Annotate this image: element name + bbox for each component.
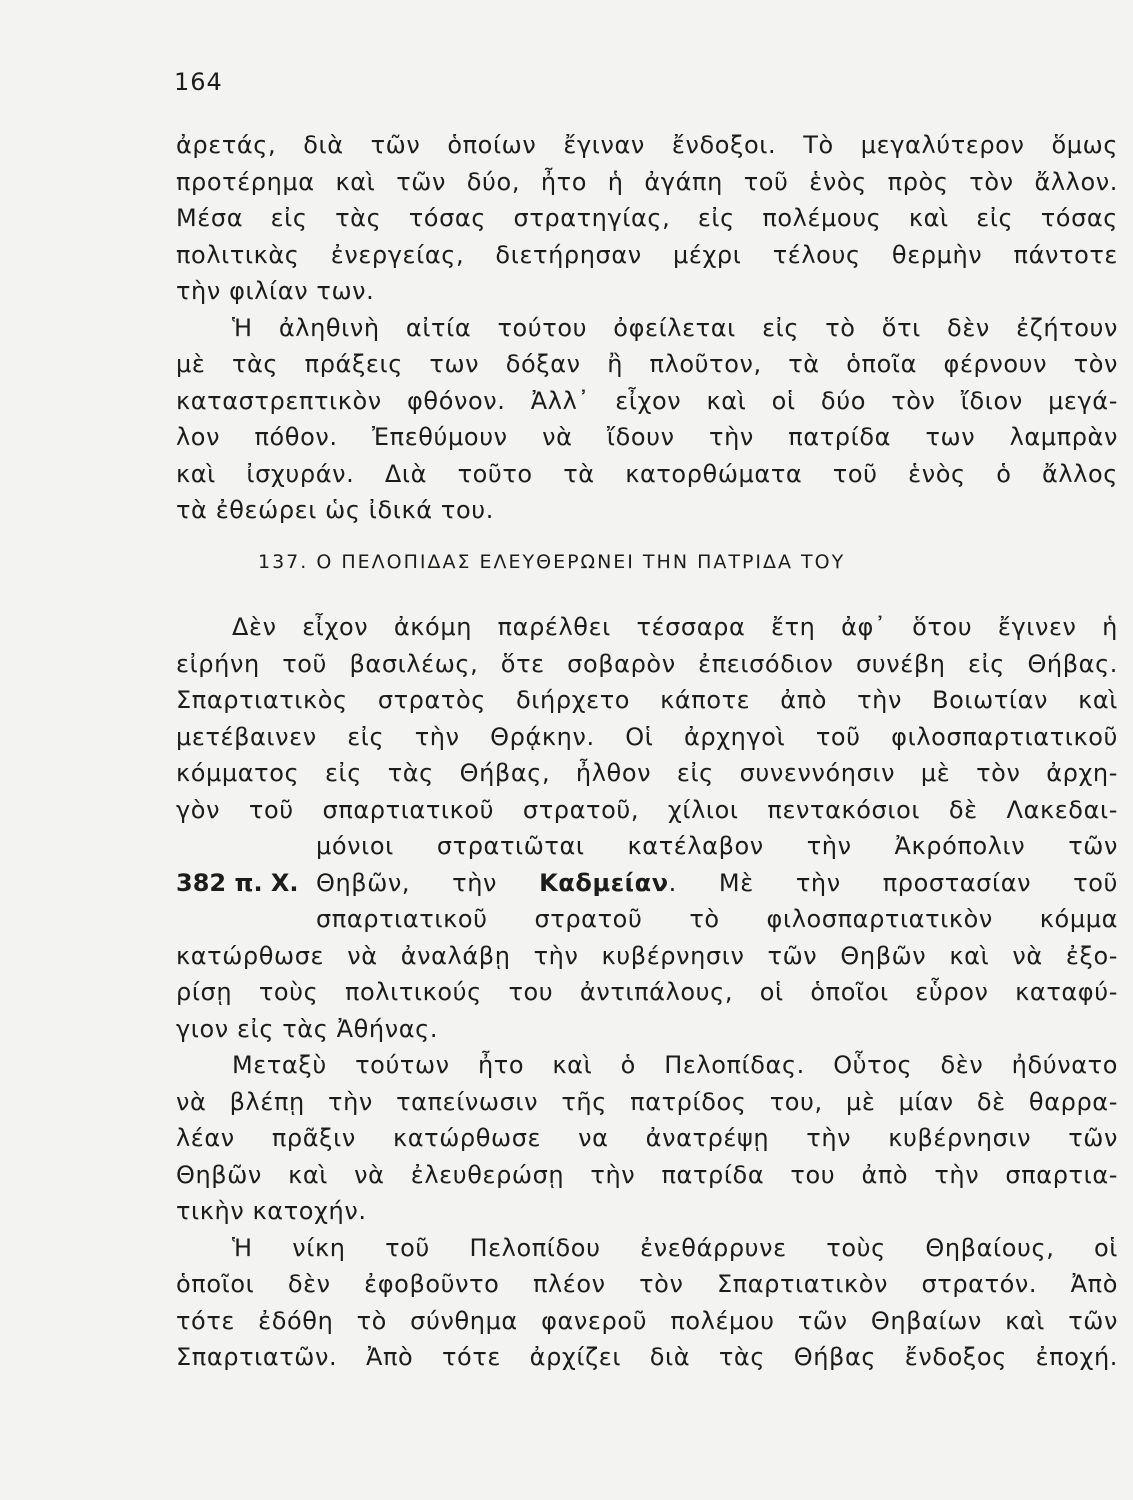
text-line: εἰρήνη τοῦ βασιλέως, ὅτε σοβαρὸν ἐπεισόδιον συνέβη εἰς Θήβας. [176,649,1118,678]
text-line: μόνιοι στρατιῶται κατέλαβον τὴν Ἀκρόπολιν τῶν [316,832,1118,860]
text-line: μὲ τὰς πράξεις των δόξαν ἢ πλοῦτον, τὰ ὁποῖα φέρνουν τὸν [176,350,1118,378]
text-line: Μέσα εἰς τὰς τόσας στρατηγίας, εἰς πολέμους καὶ εἰς τόσας [176,204,1118,232]
text-line: μετέβαινεν εἰς τὴν Θρᾴκην. Οἱ ἀρχηγοὶ τοῦ φιλοσπαρτιατικοῦ [176,722,1118,751]
text-line: Ἡ νίκη τοῦ Πελοπίδου ἐνεθάρρυνε τοὺς Θηβαίους, οἱ [232,1233,1118,1262]
text-line: λέαν πρᾶξιν κατώρθωσε να ἀνατρέψῃ τὴν κυβέρνησιν τῶν [176,1124,1118,1152]
margin-note-row [176,828,1118,938]
text-line: κόμματος εἰς τὰς Θήβας, ἦλθον εἰς συνεννόησιν μὲ τὸν ἀρχη- [176,759,1118,787]
text-line: πολιτικὰς ἐνεργείας, διετήρησαν μέχρι τέλους θερμὴν πάντοτε [176,240,1118,269]
body-text-bottom [176,609,1118,1376]
text-line: προτέρημα καὶ τῶν δύο, ἦτο ἡ ἀγάπη τοῦ ἑνὸς πρὸς τὸν ἄλλον. [176,167,1118,196]
kadmeia-bold: Καδμείαν [539,868,669,897]
page-number: 164 [174,68,223,96]
text-line: νὰ βλέπῃ τὴν ταπείνωσιν τῆς πατρίδος του, μὲ μίαν δὲ θαρρα- [176,1087,1118,1116]
text-line: Σπαρτιατικὸς στρατὸς διήρχετο κάποτε ἀπὸ τὴν Βοιωτίαν καὶ [176,686,1118,714]
text-line: ρίσῃ τοὺς πολιτικούς του ἀντιπάλους, οἱ ὁποῖοι εὗρον καταφύ- [176,978,1118,1006]
text-line: τικὴν κατοχήν. [176,1197,367,1225]
text-line: τότε ἐδόθη τὸ σύνθημα φανεροῦ πολέμου τῶν Θηβαίων καὶ τῶν [176,1306,1118,1335]
body-text-top [176,127,1118,529]
paragraph-1 [176,127,1118,310]
text-line: γιον εἰς τὰς Ἀθήνας. [176,1014,439,1043]
text-line: σπαρτιατικοῦ στρατοῦ τὸ φιλοσπαρτιατικὸν κόμμα [316,905,1118,933]
text-line: Δὲν εἶχον ἀκόμη παρέλθει τέσσαρα ἔτη ἀφ᾽ ὅτου ἔγινεν ἡ [232,613,1118,641]
margin-date: 382 π. Χ. [176,868,299,897]
section-heading: 137. Ο ΠΕΛΟΠΙΔΑΣ ΕΛΕΥΘΕΡΩΝΕΙ ΤΗΝ ΠΑΤΡΙΔΑ ΤΟΥ [258,551,846,573]
text-line: γὸν τοῦ σπαρτιατικοῦ στρατοῦ, χίλιοι πεντακόσιοι δὲ Λακεδαι- [176,795,1118,824]
text-line: κατώρθωσε νὰ ἀναλάβῃ τὴν κυβέρνησιν τῶν Θηβῶν καὶ νὰ ἐξο- [176,941,1118,970]
text-line: Μεταξὺ τούτων ἦτο καὶ ὁ Πελοπίδας. Οὗτος δὲν ἠδύνατο [232,1051,1118,1079]
paragraph-5 [176,1230,1118,1376]
text-line: καὶ ἰσχυράν. Διὰ τοῦτο τὰ κατορθώματα τοῦ ἑνὸς ὁ ἄλλος [176,459,1118,488]
text-line [316,865,1118,902]
text-line: ὁποῖοι δὲν ἐφοβοῦντο πλέον τὸν Σπαρτιατικὸν στρατόν. Ἀπὸ [176,1270,1118,1298]
text-line: λον πόθον. Ἐπεθύμουν νὰ ἴδουν τὴν πατρίδα των λαμπρὰν [176,423,1118,451]
text-line: ἀρετάς, διὰ τῶν ὁποίων ἔγιναν ἔνδοξοι. Τὸ μεγαλύτερον ὅμως [176,131,1118,159]
paragraph-3 [176,609,1118,1047]
text-line: τὴν φιλίαν των. [176,277,375,305]
text-fragment: Θηβῶν, τὴν [316,868,498,897]
text-fragment: . Μὲ τὴν προστασίαν τοῦ [668,868,1118,897]
text-line: καταστρεπτικὸν φθόνον. Ἀλλ᾽ εἶχον καὶ οἱ δύο τὸν ἴδιον μεγά- [176,386,1118,415]
text-line: τὰ ἐθεώρει ὡς ἰδικά του. [176,496,494,524]
paragraph-2 [176,310,1118,529]
text-line: Σπαρτιατῶν. Ἀπὸ τότε ἀρχίζει διὰ τὰς Θήβας ἔνδοξος ἐποχή. [176,1343,1118,1371]
paragraph-4 [176,1047,1118,1230]
text-line: Ἡ ἀληθινὴ αἰτία τούτου ὀφείλεται εἰς τὸ ὅτι δὲν ἐζήτουν [232,313,1118,342]
text-line: Θηβῶν καὶ νὰ ἐλευθερώσῃ τὴν πατρίδα του ἀπὸ τὴν σπαρτια- [176,1160,1118,1189]
